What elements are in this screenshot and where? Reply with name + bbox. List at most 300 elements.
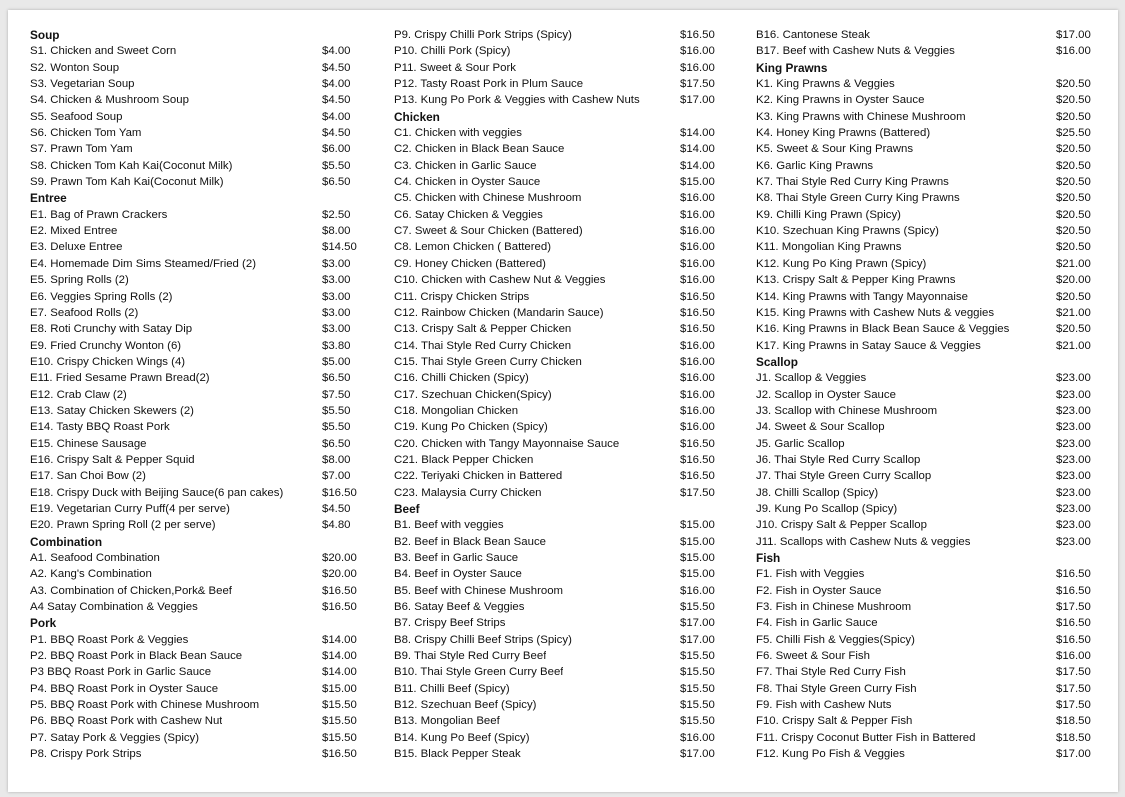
menu-item-price: $16.50: [1056, 584, 1091, 597]
menu-item-name: C16. Chilli Chicken (Spicy): [394, 372, 529, 385]
menu-item-price: $16.00: [680, 192, 715, 205]
menu-item-name: J3. Scallop with Chinese Mushroom: [756, 404, 938, 417]
menu-item-name: J10. Crispy Salt & Pepper Scallop: [756, 519, 927, 532]
menu-item-price: $15.50: [680, 650, 715, 663]
menu-item: [756, 370, 1098, 386]
menu-item-name: B10. Thai Style Green Curry Beef: [394, 666, 564, 679]
menu-item: [30, 207, 364, 223]
menu-item-name: C19. Kung Po Chicken (Spicy): [394, 421, 548, 434]
menu-item: [394, 387, 720, 403]
menu-item-name: C22. Teriyaki Chicken in Battered: [394, 470, 563, 483]
menu-item-price: $16.50: [322, 748, 357, 761]
menu-item-name: E1. Bag of Prawn Crackers: [30, 208, 168, 221]
menu-item-name: F12. Kung Po Fish & Veggies: [756, 748, 905, 761]
menu-item: [30, 550, 364, 566]
menu-item-name: E20. Prawn Spring Roll (2 per serve): [30, 519, 216, 532]
menu-item: [394, 305, 720, 321]
menu-item-price: $7.50: [322, 388, 351, 401]
menu-item: [30, 338, 364, 354]
menu-item-price: $17.00: [680, 633, 715, 646]
menu-item-name: E16. Crispy Salt & Pepper Squid: [30, 453, 195, 466]
menu-item-price: $20.50: [1056, 159, 1091, 172]
menu-item: [394, 338, 720, 354]
menu-item-name: E2. Mixed Entree: [30, 225, 118, 238]
menu-item-price: $14.00: [680, 143, 715, 156]
menu-item: [394, 632, 720, 648]
menu-item-price: $17.50: [680, 486, 715, 499]
menu-item: [756, 158, 1098, 174]
menu-item-price: $3.80: [322, 339, 351, 352]
menu-item-price: $16.00: [680, 225, 715, 238]
menu-item-price: $23.00: [1056, 486, 1091, 499]
menu-item-name: F3. Fish in Chinese Mushroom: [756, 601, 912, 614]
menu-item-name: J7. Thai Style Green Curry Scallop: [756, 470, 932, 483]
menu-item: [756, 76, 1098, 92]
menu-item-name: B3. Beef in Garlic Sauce: [394, 552, 519, 564]
menu-item-price: $21.00: [1056, 306, 1091, 319]
menu-item-name: J2. Scallop in Oyster Sauce: [756, 388, 896, 401]
menu-item-name: B17. Beef with Cashew Nuts & Veggies: [756, 45, 955, 58]
menu-item: [30, 174, 364, 190]
menu-item: [30, 289, 364, 305]
menu-item-price: $20.50: [1056, 225, 1091, 238]
menu-item-name: E4. Homemade Dim Sims Steamed/Fried (2): [30, 257, 256, 270]
menu-item-price: $6.50: [322, 372, 351, 385]
menu-item: [30, 109, 364, 125]
menu-item-name: C7. Sweet & Sour Chicken (Battered): [394, 225, 583, 238]
menu-item-name: F2. Fish in Oyster Sauce: [756, 584, 882, 597]
menu-item-price: $20.50: [1056, 208, 1091, 221]
menu-item: [30, 272, 364, 288]
menu-item-name: B5. Beef with Chinese Mushroom: [394, 584, 564, 597]
menu-item-price: $15.00: [680, 519, 715, 532]
menu-item-price: $3.00: [322, 306, 351, 319]
menu-item-price: $20.50: [1056, 176, 1091, 189]
menu-item-price: $15.50: [680, 666, 715, 679]
menu-item: [756, 746, 1098, 762]
menu-item: [30, 321, 364, 337]
menu-item: [756, 174, 1098, 190]
menu-item-name: E6. Veggies Spring Rolls (2): [30, 290, 173, 303]
menu-item: [30, 354, 364, 370]
menu-item: [394, 43, 720, 59]
menu-item-price: $16.00: [680, 388, 715, 401]
menu-item-price: $16.00: [680, 339, 715, 352]
menu-item-price: $16.50: [680, 437, 715, 450]
menu-item-name: B1. Beef with veggies: [394, 519, 504, 532]
menu-item-name: F4. Fish in Garlic Sauce: [756, 617, 878, 630]
menu-item-name: S7. Prawn Tom Yam: [30, 143, 133, 156]
menu-item-price: $16.50: [1056, 568, 1091, 581]
menu-item: [394, 256, 720, 272]
menu-item-price: $18.50: [1056, 715, 1091, 728]
menu-item-price: $14.00: [322, 633, 357, 646]
menu-item-price: $15.50: [680, 715, 715, 728]
menu-item-name: B15. Black Pepper Steak: [394, 748, 521, 761]
menu-item: [30, 599, 364, 615]
menu-item: [756, 534, 1098, 550]
menu-item-name: F8. Thai Style Green Curry Fish: [756, 682, 917, 695]
menu-item: [30, 697, 364, 713]
menu-item: [756, 125, 1098, 141]
menu-item-name: P3 BBQ Roast Pork in Garlic Sauce: [30, 666, 212, 679]
menu-item-name: F1. Fish with Veggies: [756, 568, 865, 581]
menu-item: [756, 223, 1098, 239]
menu-item-name: C6. Satay Chicken & Veggies: [394, 208, 543, 221]
menu-item: [756, 387, 1098, 403]
menu-item: [394, 713, 720, 729]
menu-item-price: $16.00: [680, 45, 715, 58]
menu-item-name: K17. King Prawns in Satay Sauce & Veggies: [756, 339, 981, 352]
menu-item: [30, 239, 364, 255]
menu-item: [394, 76, 720, 92]
menu-item: [30, 730, 364, 746]
menu-item-price: $15.50: [680, 699, 715, 712]
menu-item-name: K9. Chilli King Prawn (Spicy): [756, 208, 901, 221]
menu-item-price: $23.00: [1056, 535, 1091, 548]
menu-item-name: F7. Thai Style Red Curry Fish: [756, 666, 906, 679]
menu-item: [756, 648, 1098, 664]
menu-item-name: S2. Wonton Soup: [30, 61, 120, 74]
menu-item-name: C23. Malaysia Curry Chicken: [394, 486, 542, 499]
menu-item: [30, 223, 364, 239]
menu-item-price: $15.50: [322, 699, 357, 712]
menu-item-price: $17.00: [680, 748, 715, 761]
menu-item-price: $20.00: [1056, 274, 1091, 287]
menu-item-name: E14. Tasty BBQ Roast Pork: [30, 421, 170, 434]
menu-item-price: $25.50: [1056, 127, 1091, 140]
menu-item: [756, 485, 1098, 501]
menu-item: [30, 664, 364, 680]
menu-item-name: C1. Chicken with veggies: [394, 127, 522, 140]
menu-item-price: $17.50: [1056, 682, 1091, 695]
menu-item: [30, 501, 364, 517]
menu-item-name: S8. Chicken Tom Kah Kai(Coconut Milk): [30, 159, 233, 172]
menu-item-name: F6. Sweet & Sour Fish: [756, 650, 870, 663]
menu-item-price: $18.50: [1056, 731, 1091, 744]
menu-item: [756, 256, 1098, 272]
menu-item-price: $16.00: [680, 355, 715, 368]
menu-item-price: $23.00: [1056, 421, 1091, 434]
menu-item-price: $6.00: [322, 143, 351, 156]
menu-item: [756, 27, 1098, 43]
menu-item-price: $14.00: [322, 650, 357, 663]
menu-item-name: S9. Prawn Tom Kah Kai(Coconut Milk): [30, 176, 224, 189]
menu-item-price: $15.50: [680, 601, 715, 614]
menu-item-price: $23.00: [1056, 388, 1091, 401]
menu-item-name: B16. Cantonese Steak: [756, 29, 870, 41]
menu-item-price: $16.00: [680, 421, 715, 434]
menu-item: [30, 43, 364, 59]
menu-item-price: $16.50: [322, 486, 357, 499]
menu-item-name: K1. King Prawns & Veggies: [756, 78, 895, 91]
menu-item: [394, 190, 720, 206]
menu-item: [30, 648, 364, 664]
menu-item-price: $21.00: [1056, 339, 1091, 352]
menu-item: [394, 583, 720, 599]
menu-item: [394, 436, 720, 452]
menu-item: [756, 305, 1098, 321]
menu-item-name: C17. Szechuan Chicken(Spicy): [394, 388, 552, 401]
section-heading: Scallop: [756, 354, 798, 369]
menu-item: [756, 664, 1098, 680]
menu-item-name: C2. Chicken in Black Bean Sauce: [394, 143, 565, 156]
menu-item-price: $20.50: [1056, 290, 1091, 303]
menu-item: [394, 697, 720, 713]
menu-item-price: $17.50: [680, 78, 715, 91]
menu-item: [394, 27, 720, 43]
menu-item: [30, 746, 364, 762]
menu-item-name: C15. Thai Style Green Curry Chicken: [394, 355, 582, 368]
menu-item-name: E12. Crab Claw (2): [30, 388, 127, 401]
menu-item-price: $5.50: [322, 421, 351, 434]
menu-item-price: $8.00: [322, 225, 351, 238]
menu-item-price: $23.00: [1056, 470, 1091, 483]
menu-item-price: $16.00: [680, 731, 715, 744]
menu-item-price: $15.50: [322, 715, 357, 728]
menu-item-name: J8. Chilli Scallop (Spicy): [756, 486, 879, 499]
menu-item: [394, 92, 720, 108]
menu-item-name: P7. Satay Pork & Veggies (Spicy): [30, 731, 200, 744]
menu-item-name: A3. Combination of Chicken,Pork& Beef: [30, 584, 232, 597]
menu-item: [30, 681, 364, 697]
menu-item-price: $23.00: [1056, 453, 1091, 466]
menu-item-name: B11. Chilli Beef (Spicy): [394, 682, 510, 695]
menu-item-name: E10. Crispy Chicken Wings (4): [30, 355, 186, 368]
menu-item-name: J9. Kung Po Scallop (Spicy): [756, 502, 898, 515]
section-heading: King Prawns: [756, 60, 828, 75]
menu-item: [394, 370, 720, 386]
menu-item-name: P13. Kung Po Pork & Veggies with Cashew Nuts: [394, 94, 640, 107]
menu-item-name: C4. Chicken in Oyster Sauce: [394, 176, 541, 189]
menu-item-name: E8. Roti Crunchy with Satay Dip: [30, 323, 193, 336]
menu-item: [756, 615, 1098, 631]
menu-item-name: J5. Garlic Scallop: [756, 437, 845, 450]
menu-item-price: $20.00: [322, 568, 357, 581]
section-heading: Beef: [394, 501, 420, 516]
menu-item-price: $20.50: [1056, 143, 1091, 156]
menu-item-name: E18. Crispy Duck with Beijing Sauce(6 pan cakes): [30, 486, 284, 499]
menu-item-price: $17.50: [1056, 666, 1091, 679]
menu-item-name: F11. Crispy Coconut Butter Fish in Battered: [756, 731, 976, 744]
menu-item-price: $16.00: [680, 257, 715, 270]
menu-item: [756, 632, 1098, 648]
menu-item: [756, 207, 1098, 223]
menu-item: [394, 664, 720, 680]
menu-item-name: S3. Vegetarian Soup: [30, 78, 135, 91]
menu-item: [394, 730, 720, 746]
menu-item-price: $5.50: [322, 159, 351, 172]
menu-column-2: [394, 27, 720, 762]
menu-item: [394, 207, 720, 223]
menu-item-price: $20.50: [1056, 192, 1091, 205]
menu-item-name: K15. King Prawns with Cashew Nuts & veggies: [756, 306, 995, 319]
menu-item: [394, 534, 720, 550]
menu-item: [394, 141, 720, 157]
menu-item: [394, 125, 720, 141]
section-heading: Entree: [30, 191, 67, 206]
menu-item-price: $5.50: [322, 404, 351, 417]
menu-item-price: $21.00: [1056, 257, 1091, 270]
menu-item: [30, 92, 364, 108]
menu-item-price: $7.00: [322, 470, 351, 483]
menu-item-price: $16.50: [1056, 617, 1091, 630]
menu-item-name: J6. Thai Style Red Curry Scallop: [756, 453, 921, 466]
menu-item-price: $17.50: [1056, 699, 1091, 712]
menu-item: [394, 599, 720, 615]
menu-item-name: C5. Chicken with Chinese Mushroom: [394, 192, 582, 205]
menu-item-name: J11. Scallops with Cashew Nuts & veggies: [756, 535, 971, 548]
menu-item: [30, 566, 364, 582]
menu-item-price: $6.50: [322, 176, 351, 189]
menu-item-price: $16.50: [322, 601, 357, 614]
menu-item-price: $6.50: [322, 437, 351, 450]
menu-item: [756, 109, 1098, 125]
menu-item-price: $4.00: [322, 45, 351, 58]
menu-page: [8, 10, 1118, 792]
menu-item: [756, 681, 1098, 697]
menu-item-name: E13. Satay Chicken Skewers (2): [30, 404, 194, 417]
menu-item-name: P11. Sweet & Sour Pork: [394, 61, 516, 74]
menu-item-name: E19. Vegetarian Curry Puff(4 per serve): [30, 502, 230, 515]
menu-item: [30, 256, 364, 272]
menu-column-1: [30, 27, 364, 762]
menu-item-name: S5. Seafood Soup: [30, 110, 123, 123]
menu-item-price: $16.00: [680, 584, 715, 597]
menu-item-price: $17.00: [1056, 29, 1091, 41]
menu-item-name: K6. Garlic King Prawns: [756, 159, 874, 172]
menu-item: [394, 272, 720, 288]
menu-item-name: F9. Fish with Cashew Nuts: [756, 699, 892, 712]
menu-item-name: F10. Crispy Salt & Pepper Fish: [756, 715, 913, 728]
menu-item-price: $14.00: [680, 127, 715, 140]
menu-item: [756, 289, 1098, 305]
menu-item: [394, 566, 720, 582]
menu-item: [756, 468, 1098, 484]
menu-item-name: C11. Crispy Chicken Strips: [394, 290, 530, 303]
menu-item-name: B9. Thai Style Red Curry Beef: [394, 650, 547, 663]
menu-item-price: $16.50: [680, 29, 715, 41]
menu-item: [756, 403, 1098, 419]
menu-item: [394, 174, 720, 190]
menu-item: [756, 43, 1098, 59]
menu-item-price: $15.00: [680, 568, 715, 581]
menu-item: [30, 76, 364, 92]
menu-item-name: B4. Beef in Oyster Sauce: [394, 568, 522, 581]
menu-item-price: $16.00: [680, 372, 715, 385]
menu-item-name: C10. Chicken with Cashew Nut & Veggies: [394, 274, 606, 287]
menu-item: [394, 223, 720, 239]
menu-item-price: $5.00: [322, 355, 351, 368]
menu-item: [30, 370, 364, 386]
menu-item-price: $16.00: [680, 274, 715, 287]
menu-item: [756, 517, 1098, 533]
menu-item-price: $17.50: [1056, 601, 1091, 614]
menu-item-price: $23.00: [1056, 437, 1091, 450]
menu-item-price: $16.50: [680, 323, 715, 336]
menu-item-price: $23.00: [1056, 519, 1091, 532]
menu-item-name: P2. BBQ Roast Pork in Black Bean Sauce: [30, 650, 243, 663]
menu-item-name: P12. Tasty Roast Pork in Plum Sauce: [394, 78, 584, 91]
menu-item: [30, 517, 364, 533]
menu-item-price: $16.00: [680, 241, 715, 254]
menu-item-name: K12. Kung Po King Prawn (Spicy): [756, 257, 927, 270]
section-heading: Fish: [756, 551, 781, 565]
menu-item-name: F5. Chilli Fish & Veggies(Spicy): [756, 633, 915, 646]
menu-item-name: K14. King Prawns with Tangy Mayonnaise: [756, 290, 968, 303]
menu-item-name: C12. Rainbow Chicken (Mandarin Sauce): [394, 306, 604, 319]
menu-item-name: C20. Chicken with Tangy Mayonnaise Sauce: [394, 437, 620, 450]
menu-item-price: $8.00: [322, 453, 351, 466]
menu-item-name: E11. Fried Sesame Prawn Bread(2): [30, 372, 210, 385]
menu-item-name: B2. Beef in Black Bean Sauce: [394, 535, 546, 548]
menu-item-price: $20.00: [322, 552, 357, 564]
menu-item: [30, 141, 364, 157]
menu-item-price: $16.50: [322, 584, 357, 597]
menu-item-price: $4.50: [322, 127, 351, 140]
menu-item-name: J4. Sweet & Sour Scallop: [756, 421, 885, 434]
menu-item-price: $20.50: [1056, 110, 1091, 123]
menu-item-name: C8. Lemon Chicken ( Battered): [394, 241, 552, 254]
menu-item-name: B8. Crispy Chilli Beef Strips (Spicy): [394, 633, 572, 646]
menu-item-name: C21. Black Pepper Chicken: [394, 453, 534, 466]
menu-item: [756, 338, 1098, 354]
menu-item-price: $23.00: [1056, 372, 1091, 385]
menu-item-price: $14.00: [322, 666, 357, 679]
menu-item-name: K2. King Prawns in Oyster Sauce: [756, 94, 925, 107]
menu-item: [394, 158, 720, 174]
menu-item: [756, 436, 1098, 452]
menu-item-name: P1. BBQ Roast Pork & Veggies: [30, 633, 189, 646]
menu-item: [756, 141, 1098, 157]
menu-item-price: $20.50: [1056, 323, 1091, 336]
section-heading: Combination: [30, 534, 103, 549]
menu-item: [394, 289, 720, 305]
menu-item-price: $14.00: [680, 159, 715, 172]
menu-item-name: C14. Thai Style Red Curry Chicken: [394, 339, 572, 352]
menu-item-name: C3. Chicken in Garlic Sauce: [394, 159, 537, 172]
menu-item-price: $15.00: [680, 176, 715, 189]
menu-item-name: K13. Crispy Salt & Pepper King Prawns: [756, 274, 956, 287]
menu-item-price: $16.50: [680, 306, 715, 319]
menu-item: [30, 125, 364, 141]
menu-item: [756, 501, 1098, 517]
menu-item-price: $14.50: [322, 241, 357, 254]
menu-item-price: $3.00: [322, 290, 351, 303]
menu-item: [756, 419, 1098, 435]
menu-item-name: E7. Seafood Rolls (2): [30, 306, 139, 319]
menu-item-name: P8. Crispy Pork Strips: [30, 748, 142, 761]
menu-item-name: K10. Szechuan King Prawns (Spicy): [756, 225, 939, 238]
menu-item-name: A4 Satay Combination & Veggies: [30, 601, 198, 614]
menu-item-price: $4.00: [322, 78, 351, 91]
menu-item: [394, 648, 720, 664]
menu-item-name: E9. Fried Crunchy Wonton (6): [30, 339, 182, 352]
menu-item-price: $16.50: [680, 453, 715, 466]
menu-item: [394, 321, 720, 337]
menu-item-name: B13. Mongolian Beef: [394, 715, 500, 728]
menu-item: [30, 713, 364, 729]
menu-item-price: $3.00: [322, 323, 351, 336]
menu-item-name: S6. Chicken Tom Yam: [30, 127, 142, 140]
menu-column-3: [756, 27, 1098, 762]
menu-item-name: P4. BBQ Roast Pork in Oyster Sauce: [30, 682, 219, 695]
section-heading: Chicken: [394, 109, 440, 124]
menu-item-name: K11. Mongolian King Prawns: [756, 241, 902, 254]
menu-item: [30, 305, 364, 321]
menu-item-name: K16. King Prawns in Black Bean Sauce & Veggies: [756, 323, 1010, 336]
menu-item: [756, 272, 1098, 288]
